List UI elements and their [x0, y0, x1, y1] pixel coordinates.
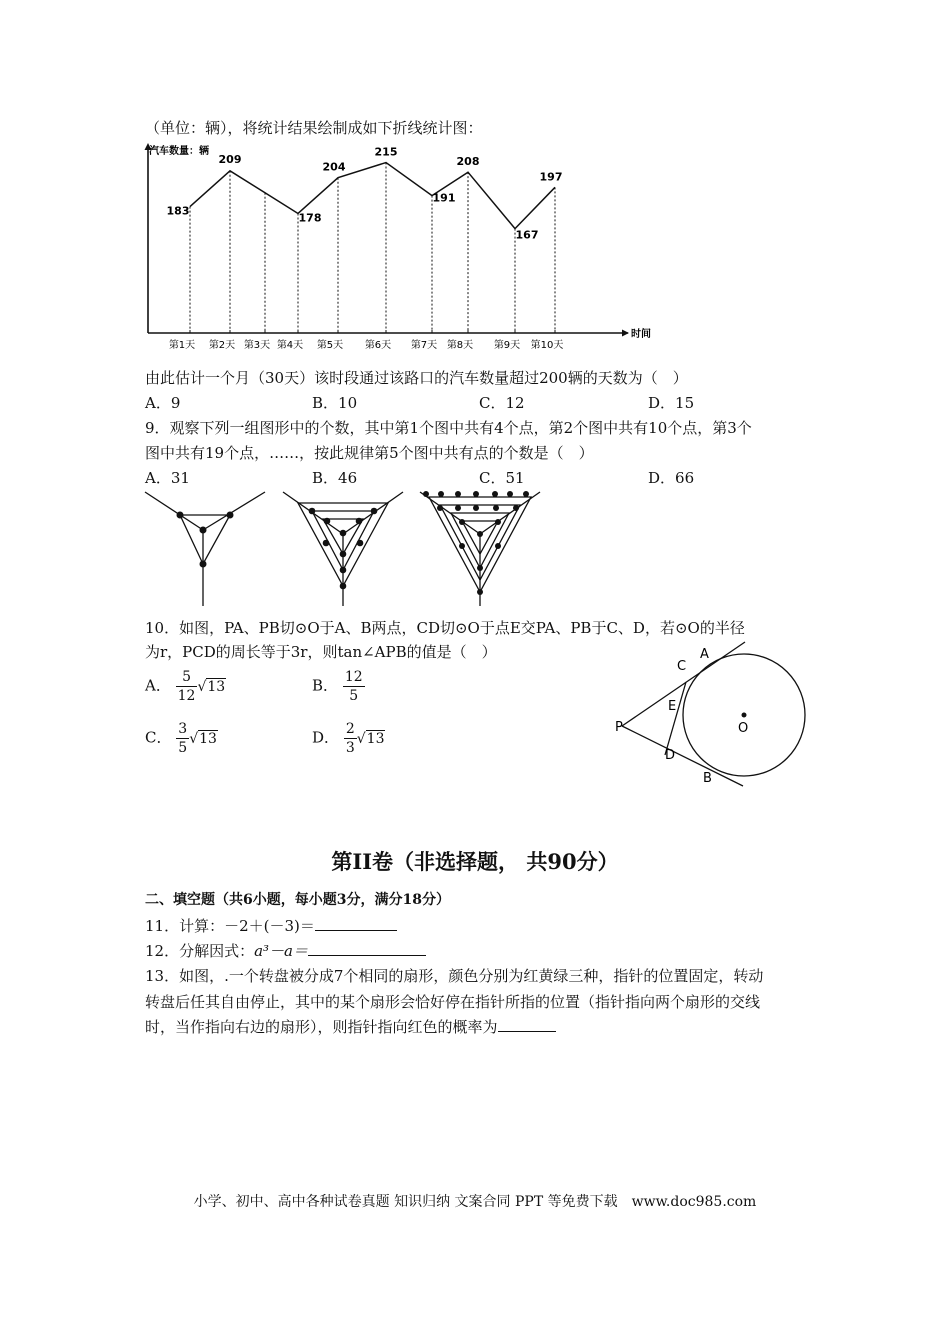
q10-option-b-label: B．	[312, 676, 339, 695]
q10-option-a-label: A．	[145, 676, 171, 695]
label-e: E	[668, 699, 677, 714]
data-label: 197	[539, 170, 563, 184]
q10-option-d	[312, 720, 385, 757]
chart-intro: （单位：辆），将统计结果绘制成如下折线统计图：	[145, 119, 483, 137]
fraction: $\frac{2}{3}$	[345, 721, 355, 756]
q12-expression: a³－a＝	[254, 942, 308, 960]
q8-option-c: C．12	[479, 394, 525, 412]
label-b: B	[703, 771, 712, 786]
x-tick-label: 第3天	[243, 340, 271, 351]
answer-blank	[308, 941, 426, 956]
data-label: 204	[322, 160, 346, 174]
q8-option-a: A．9	[145, 394, 181, 412]
q13-line3-text: 时，当作指向右边的扇形），则指针指向红色的概率为	[145, 1018, 498, 1036]
q8-text: 由此估计一个月（30天）该时段通过该路口的汽车数量超过200辆的天数为（ ）	[145, 369, 688, 387]
label-d: D	[665, 748, 676, 763]
x-tick-label: 第1天	[168, 340, 196, 351]
tangent-circle-figure	[605, 640, 820, 790]
q11-text: 11．计算：－2＋(－3)＝	[145, 917, 315, 935]
answer-blank	[498, 1017, 556, 1032]
square-root: √13	[189, 730, 217, 747]
section-title: 第II卷（非选择题， 共90分）	[331, 849, 619, 874]
q13-line3	[145, 1017, 556, 1037]
q10-option-a	[145, 668, 226, 705]
tangent-pb	[622, 726, 743, 786]
q9-option-b: B．46	[312, 469, 358, 487]
q9-option-a: A．31	[145, 469, 190, 487]
center-point	[742, 713, 747, 718]
answer-blank	[315, 916, 397, 931]
q9-line1: 9．观察下列一组图形中的个数，其中第1个图中共有4个点，第2个图中共有10个点，第3个	[145, 419, 752, 437]
q13-line1: 13．如图，.一个转盘被分成7个相同的扇形，颜色分别为红黄绿三种，指针的位置固定，转动	[145, 967, 764, 985]
q10-line2: 为r，PCD的周长等于3r，则tan∠APB的值是（ ）	[145, 643, 497, 661]
q9-option-c: C．51	[479, 469, 525, 487]
q13-line2: 转盘后任其自由停止，其中的某个扇形会恰好停在指针所指的位置（指针指向两个扇形的交线	[145, 993, 761, 1011]
q10-option-c-label: C．	[145, 728, 172, 747]
fraction: $\frac{3}{5}$	[178, 721, 188, 756]
x-tick-label: 第8天	[446, 340, 474, 351]
label-p: P	[615, 720, 623, 735]
q11	[145, 916, 397, 936]
fraction: $\frac{12}{5}$	[344, 669, 363, 704]
line-chart	[138, 140, 668, 355]
dot-pattern-figures	[140, 488, 550, 610]
q12-text: 12．分解因式：	[145, 942, 255, 960]
q10-option-d-label: D．	[312, 728, 340, 747]
footer: 小学、初中、高中各种试卷真题 知识归纳 文案合同 PPT 等免费下载 www.doc985.com	[193, 1194, 757, 1210]
q8-option-d: D．15	[648, 394, 695, 412]
section-heading: 二、填空题（共6小题，每小题3分，满分18分）	[145, 892, 450, 908]
x-tick-label: 第2天	[208, 340, 236, 351]
data-label: 209	[218, 152, 242, 166]
dot-figure-1	[145, 492, 265, 606]
data-label: 183	[166, 204, 190, 218]
data-label: 191	[432, 191, 456, 205]
label-c: C	[677, 659, 687, 674]
fraction: $\frac{5}{12}$	[177, 669, 196, 704]
dot-figure-3-points	[423, 491, 529, 595]
q9-option-d: D．66	[648, 469, 695, 487]
x-tick-label: 第6天	[364, 340, 392, 351]
y-axis-label: 汽车数量：辆	[149, 146, 209, 157]
q10-line1: 10．如图，PA、PB切⊙O于A、B两点，CD切⊙O于点E交PA、PB于C、D，若⊙O的半径	[145, 619, 745, 637]
q10-option-c	[145, 720, 218, 757]
data-label: 208	[456, 155, 480, 169]
square-root: √13	[197, 678, 226, 695]
q9-line2: 图中共有19个点，……，按此规律第5个图中共有点的个数是（ ）	[145, 444, 594, 462]
q8-option-b: B．10	[312, 394, 358, 412]
x-axis-arrow	[622, 330, 629, 337]
q12	[145, 941, 426, 961]
label-a: A	[700, 647, 709, 662]
data-label: 167	[515, 228, 539, 242]
label-o: O	[738, 721, 749, 736]
data-label: 178	[298, 211, 322, 225]
x-axis-label: 时间	[631, 329, 651, 340]
x-tick-label: 第10天	[530, 340, 564, 351]
x-tick-label: 第9天	[493, 340, 521, 351]
square-root: √13	[356, 730, 385, 747]
x-tick-label: 第5天	[316, 340, 344, 351]
q10-option-b	[312, 668, 365, 705]
x-tick-label: 第7天	[410, 340, 438, 351]
data-label: 215	[374, 145, 398, 159]
x-tick-label: 第4天	[276, 340, 304, 351]
